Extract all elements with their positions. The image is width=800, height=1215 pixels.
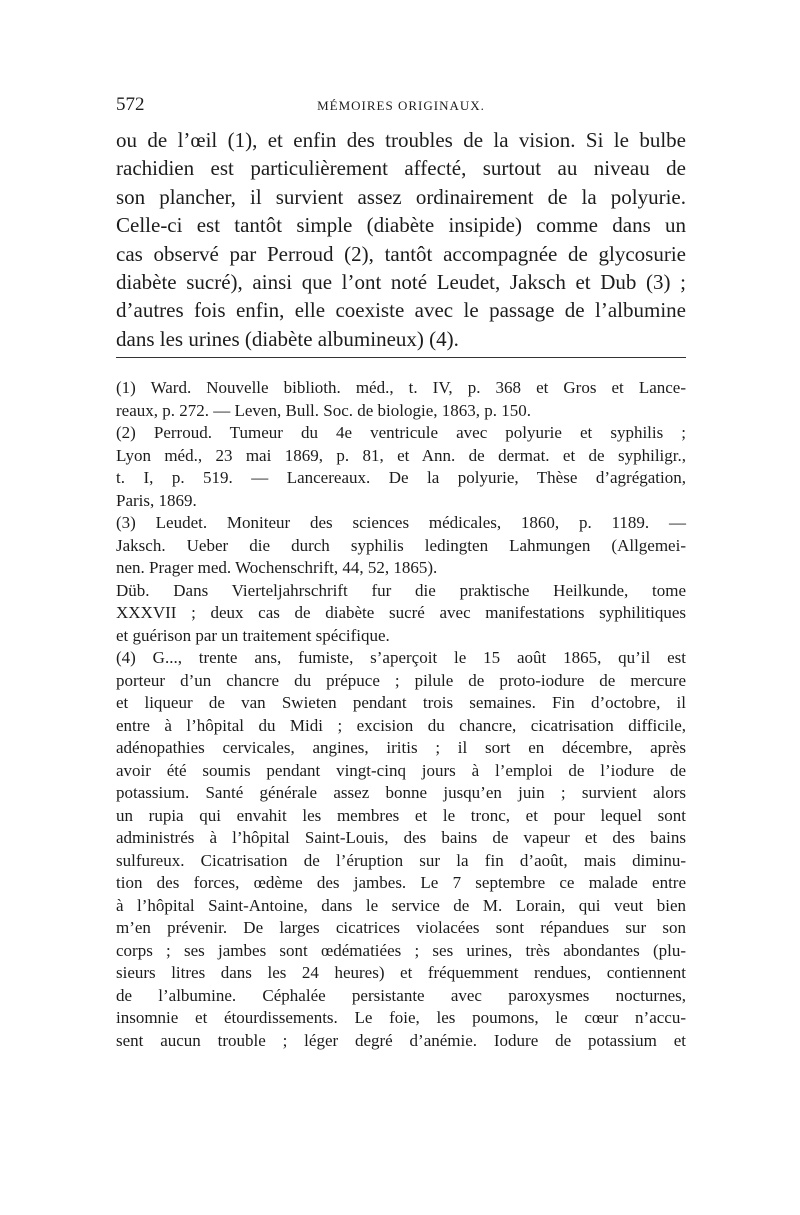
footnote-line: Düb. Dans Vierteljahrschrift fur die praktische Heilkunde, tome xyxy=(116,580,686,600)
footnote-separator xyxy=(116,357,686,358)
footnote-line: de l’albumine. Céphalée persistante avec paroxysmes nocturnes, xyxy=(116,985,686,1005)
page-header xyxy=(116,94,686,120)
body-line: ou de l’œil (1), et enfin des troubles de la vision. Si le bulbe xyxy=(116,128,686,152)
footnote-line: m’en prévenir. De larges cicatrices violacées sont répandues sur son xyxy=(116,918,686,937)
footnote-line: un rupia qui envahit les membres et le tronc, et pour lequel sont xyxy=(116,805,686,825)
footnote-line: Paris, 1869. xyxy=(116,490,197,510)
footnote-line: XXXVII ; deux cas de diabète sucré avec manifestations syphilitiques xyxy=(116,603,686,622)
footnote-line: adénopathies cervicales, angines, iritis ; il sort en décembre, après xyxy=(116,738,686,757)
footnote-line: avoir été soumis pendant vingt-cinq jours à l’emploi de l’iodure de xyxy=(116,760,686,780)
footnotes xyxy=(116,377,686,1052)
body-line: diabète sucré), ainsi que l’ont noté Leudet, Jaksch et Dub (3) ; xyxy=(116,269,686,294)
footnote-line: t. I, p. 519. — Lancereaux. De la polyurie, Thèse d’agrégation, xyxy=(116,468,686,487)
footnote-line: sieurs litres dans les 24 heures) et fréquemment rendues, contiennent xyxy=(116,963,686,982)
footnote-line: (3) Leudet. Moniteur des sciences médicales, 1860, p. 1189. — xyxy=(116,513,686,532)
body-line: d’autres fois enfin, elle coexiste avec le passage de l’albumine xyxy=(116,298,686,323)
footnote-line: à l’hôpital Saint-Antoine, dans le service de M. Lorain, qui veut bien xyxy=(116,895,686,915)
footnote-line: Jaksch. Ueber die durch syphilis ledingten Lahmungen (Allgemei- xyxy=(116,535,686,555)
footnote-line: (1) Ward. Nouvelle biblioth. méd., t. IV, p. 368 et Gros et Lance- xyxy=(116,378,686,397)
footnote-line: et guérison par un traitement spécifique. xyxy=(116,625,390,645)
footnote-line: potassium. Santé générale assez bonne jusqu’en juin ; survient alors xyxy=(116,783,686,802)
body-line: Celle-ci est tantôt simple (diabète insipide) comme dans un xyxy=(116,213,686,238)
footnote-line: (2) Perroud. Tumeur du 4e ventricule avec polyurie et syphilis ; xyxy=(116,423,686,442)
body-line: cas observé par Perroud (2), tantôt accompagnée de glycosurie xyxy=(116,241,686,266)
footnote-line: reaux, p. 272. — Leven, Bull. Soc. de biologie, 1863, p. 150. xyxy=(116,400,532,420)
running-head: MÉMOIRES ORIGINAUX. xyxy=(317,98,485,113)
footnote-line: sent aucun trouble ; léger degré d’anémie. Iodure de potassium et xyxy=(116,1030,686,1050)
footnote-line: (4) G..., trente ans, fumiste, s’aperçoit le 15 août 1865, qu’il est xyxy=(116,648,686,667)
footnote-line: insomnie et étourdissements. Le foie, les poumons, le cœur n’accu- xyxy=(116,1008,686,1027)
page-number: 572 xyxy=(116,94,145,115)
body-line: dans les urines (diabète albumineux) (4). xyxy=(116,326,459,351)
footnote-line: nen. Prager med. Wochenschrift, 44, 52, 1865). xyxy=(116,558,438,577)
footnote-line: porteur d’un chancre du prépuce ; pilule de proto-iodure de mercure xyxy=(116,670,686,690)
body-paragraph xyxy=(116,126,686,353)
footnote-line: corps ; ses jambes sont œdématiées ; ses urines, très abondantes (plu- xyxy=(116,940,686,960)
footnote-line: sulfureux. Cicatrisation de l’éruption sur la fin d’août, mais diminu- xyxy=(116,850,686,870)
footnote-line: tion des forces, œdème des jambes. Le 7 septembre ce malade entre xyxy=(116,873,686,892)
body-line: son plancher, il survient assez ordinairement de la polyurie. xyxy=(116,184,686,209)
footnote-line: et liqueur de van Swieten pendant trois semaines. Fin d’octobre, il xyxy=(116,693,686,712)
body-line: rachidien est particulièrement affecté, surtout au niveau de xyxy=(116,156,686,181)
footnote-line: Lyon méd., 23 mai 1869, p. 81, et Ann. de dermat. et de syphiligr., xyxy=(116,445,686,465)
footnote-line: entre à l’hôpital du Midi ; excision du chancre, cicatrisation difficile, xyxy=(116,715,686,735)
footnote-line: administrés à l’hôpital Saint-Louis, des bains de vapeur et des bains xyxy=(116,828,686,847)
